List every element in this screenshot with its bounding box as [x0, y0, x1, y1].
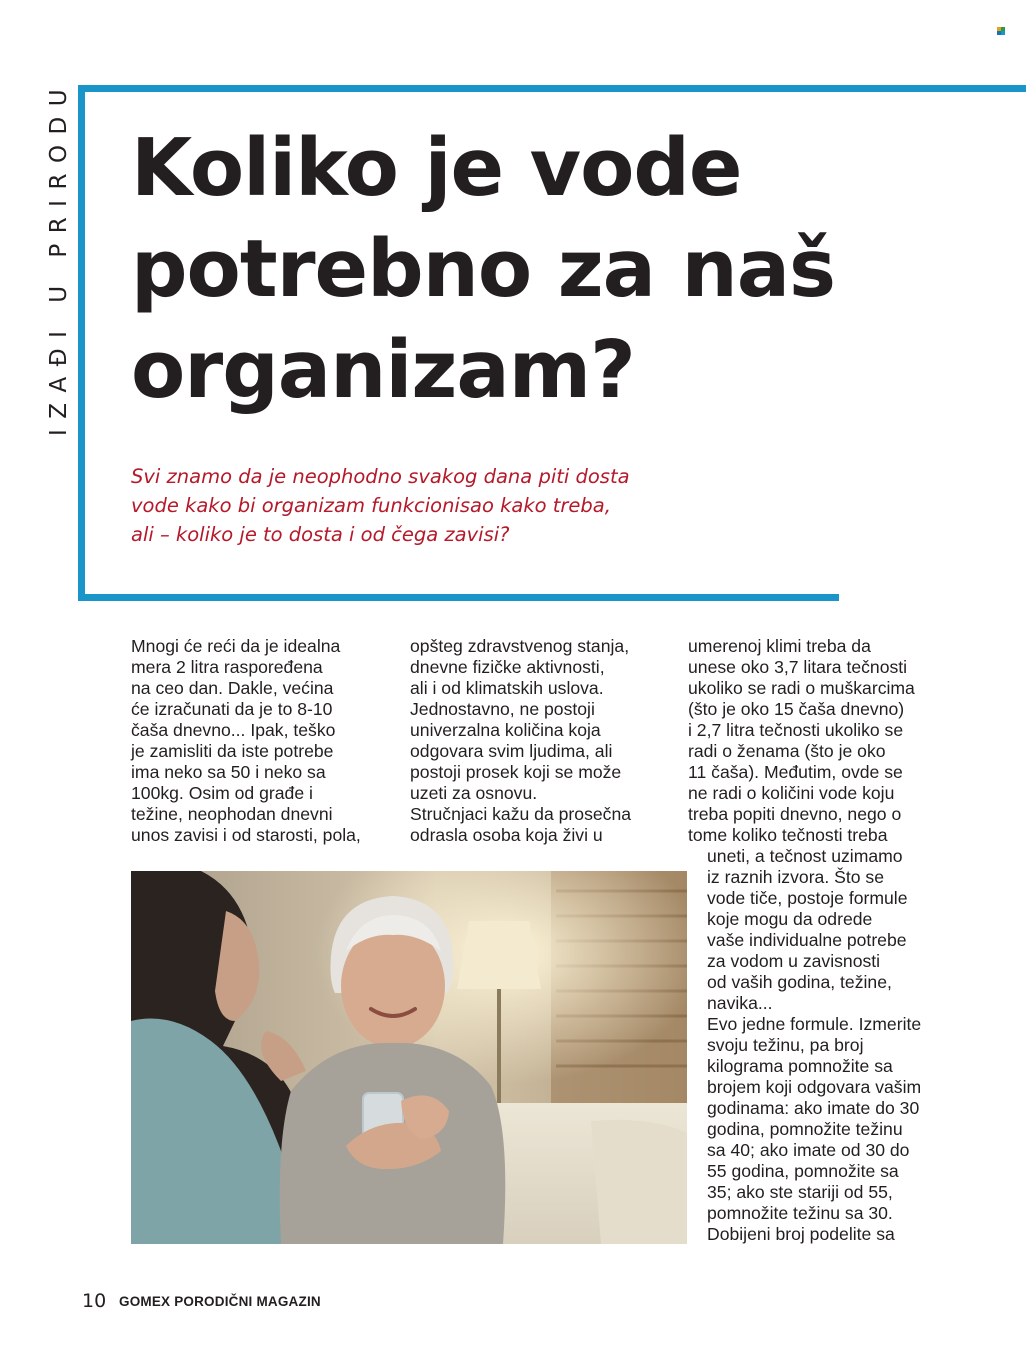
- text-line: 11 čaša). Međutim, ovde se: [688, 762, 903, 782]
- text-line: Dobijeni broj podelite sa: [707, 1224, 895, 1244]
- magazine-name: GOMEX PORODIČNI MAGAZIN: [119, 1294, 321, 1309]
- text-line: sa 40; ako imate od 30 do: [707, 1140, 910, 1160]
- text-line: (što je oko 15 čaša dnevno): [688, 699, 905, 719]
- section-label: IZAĐI U PRIRODU: [46, 78, 72, 436]
- frame-top-border: [78, 85, 1026, 92]
- body-column-2: [410, 636, 631, 846]
- text-line: kilograma pomnožite sa: [707, 1056, 893, 1076]
- text-line: će izračunati da je to 8-10: [131, 699, 333, 719]
- body-column-3: [688, 636, 921, 1245]
- text-line: je zamisliti da iste potrebe: [131, 741, 334, 761]
- text-line: godinama: ako imate do 30: [707, 1098, 920, 1118]
- text-line: unese oko 3,7 litara tečnosti: [688, 657, 908, 677]
- photo-illustration: [131, 871, 687, 1244]
- text-line: postoji prosek koji se može: [410, 762, 622, 782]
- text-line: radi o ženama (što je oko: [688, 741, 886, 761]
- text-line: uzeti za osnovu.: [410, 783, 538, 803]
- text-line: ne radi o količini vode koju: [688, 783, 895, 803]
- article-title: Koliko je vode potrebno za naš organizam?: [131, 122, 836, 416]
- lead-line: ali – koliko je to dosta i od čega zavisi?: [131, 523, 510, 546]
- page-number: 10: [82, 1290, 107, 1312]
- body-column-1: [131, 636, 361, 846]
- text-line: uneti, a tečnost uzimamo: [707, 846, 903, 866]
- text-line: 55 godina, pomnožite sa: [707, 1161, 899, 1181]
- text-line: na ceo dan. Dakle, većina: [131, 678, 334, 698]
- text-line: brojem koji odgovara vašim: [707, 1077, 922, 1097]
- text-line: čaša dnevno... Ipak, teško: [131, 720, 336, 740]
- text-line: univerzalna količina koja: [410, 720, 601, 740]
- text-line: Jednostavno, ne postoji: [410, 699, 595, 719]
- text-line: Stručnjaci kažu da prosečna: [410, 804, 632, 824]
- text-line: pomnožite težinu sa 30.: [707, 1203, 893, 1223]
- text-line: Evo jedne formule. Izmerite: [707, 1014, 922, 1034]
- frame-left-border: [78, 85, 85, 600]
- article-lead: [131, 462, 691, 549]
- text-line: iz raznih izvora. Što se: [707, 867, 884, 887]
- text-line: težine, neophodan dnevni: [131, 804, 333, 824]
- text-line: odrasla osoba koja živi u: [410, 825, 603, 845]
- text-line: vode tiče, postoje formule: [707, 888, 908, 908]
- text-line: unos zavisi i od starosti, pola,: [131, 825, 361, 845]
- article-photo: [131, 871, 687, 1244]
- text-line: navika...: [707, 993, 773, 1013]
- text-line: dnevne fizičke aktivnosti,: [410, 657, 605, 677]
- text-line: opšteg zdravstvenog stanja,: [410, 636, 630, 656]
- text-line: 100kg. Osim od građe i: [131, 783, 313, 803]
- text-line: godina, pomnožite težinu: [707, 1119, 903, 1139]
- brand-mark-icon: [997, 27, 1005, 35]
- text-line: Mnogi će reći da je idealna: [131, 636, 341, 656]
- text-line: od vaših godina, težine,: [707, 972, 892, 992]
- text-line: mera 2 litra raspoređena: [131, 657, 323, 677]
- text-line: koje mogu da odrede: [707, 909, 873, 929]
- text-line: vaše individualne potrebe: [707, 930, 907, 950]
- text-line: ukoliko se radi o muškarcima: [688, 678, 915, 698]
- text-line: za vodom u zavisnosti: [707, 951, 881, 971]
- frame-bottom-border: [78, 594, 839, 601]
- text-line: tome koliko tečnosti treba: [688, 825, 888, 845]
- lead-line: vode kako bi organizam funkcionisao kako treba,: [131, 494, 611, 517]
- text-line: i 2,7 litra tečnosti ukoliko se: [688, 720, 904, 740]
- text-line: 35; ako ste stariji od 55,: [707, 1182, 893, 1202]
- text-line: odgovara svim ljudima, ali: [410, 741, 613, 761]
- lead-line: Svi znamo da je neophodno svakog dana piti dosta: [131, 465, 630, 488]
- text-line: umerenoj klimi treba da: [688, 636, 871, 656]
- text-line: ima neko sa 50 i neko sa: [131, 762, 326, 782]
- text-line: treba popiti dnevno, nego o: [688, 804, 902, 824]
- text-line: ali i od klimatskih uslova.: [410, 678, 604, 698]
- text-line: svoju težinu, pa broj: [707, 1035, 864, 1055]
